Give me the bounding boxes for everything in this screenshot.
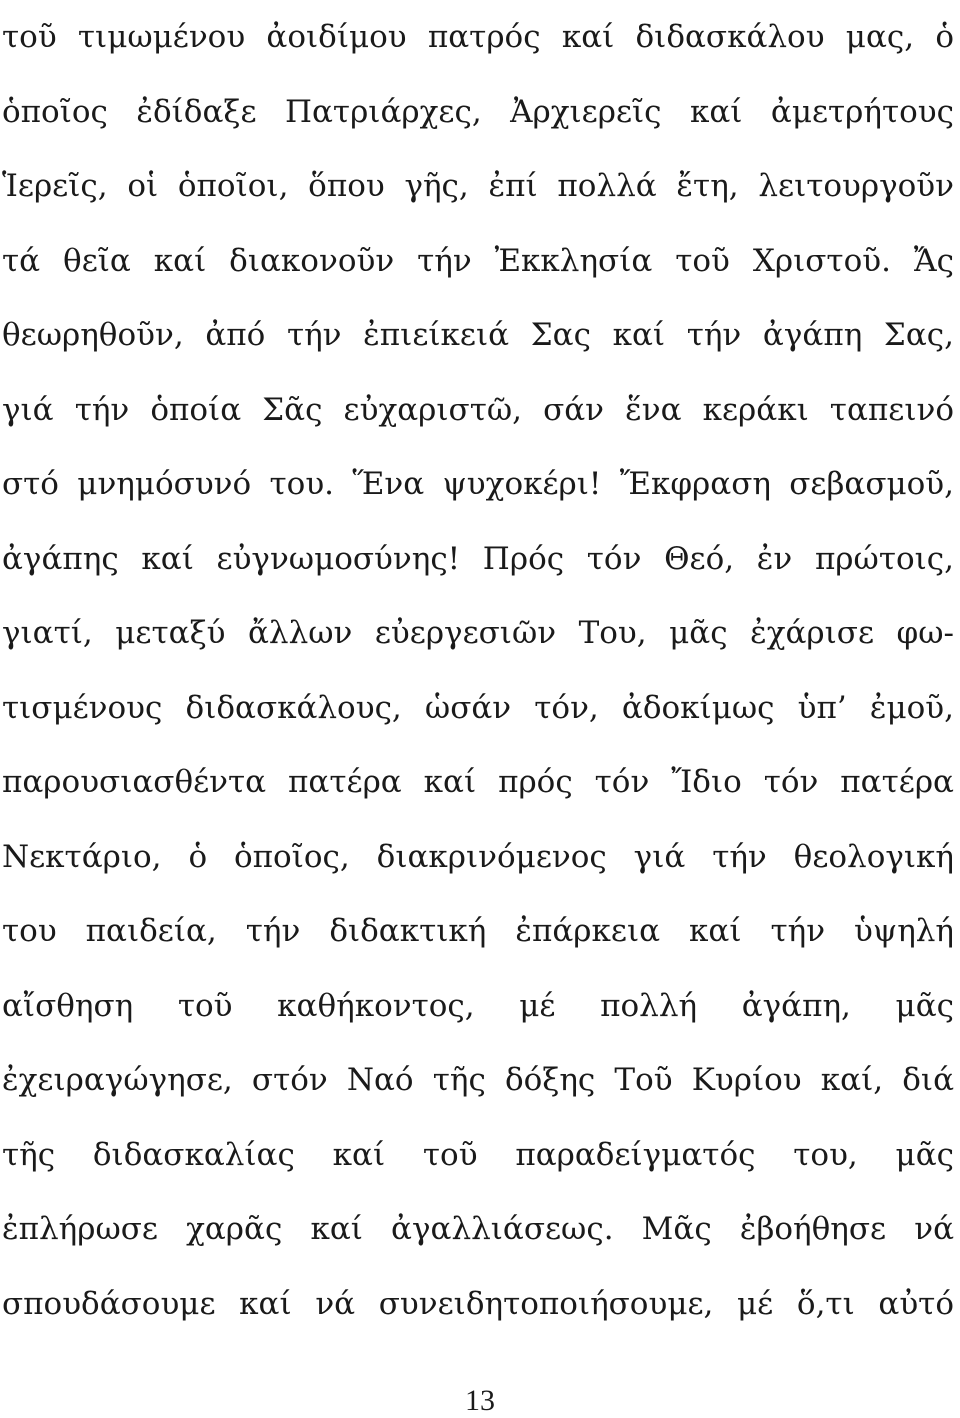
text-line: του παιδεία, τήν διδακτική ἐπάρκεια καί τήν ὑψηλή xyxy=(2,913,954,949)
text-line: παρουσιασθέντα πατέρα καί πρός τόν Ἴδιο τόν πατέρα xyxy=(2,764,954,800)
text-line: σπουδάσουμε καί νά συνειδητοποιήσουμε, μέ ὅ,τι αὐτό xyxy=(2,1285,954,1322)
page-number: 13 xyxy=(465,1384,495,1417)
text-line: ὁποῖος ἐδίδαξε Πατριάρχες, Ἀρχιερεῖς καί ἀμετρήτους xyxy=(2,93,954,130)
text-line: ἐχειραγώγησε, στόν Ναό τῆς δόξης Τοῦ Κυρίου καί, διά xyxy=(2,1062,954,1098)
text-line: τῆς διδασκαλίας καί τοῦ παραδείγματός του, μᾶς xyxy=(2,1136,954,1173)
text-line: Νεκτάριο, ὁ ὁποῖος, διακρινόμενος γιά τήν θεολογική xyxy=(2,838,954,875)
text-line: τοῦ τιμωμένου ἀοιδίμου πατρός καί διδασκάλου μας, ὁ xyxy=(2,19,954,55)
text-line: στό μνημόσυνό του. Ἕνα ψυχοκέρι! Ἔκφραση σεβασμοῦ, xyxy=(2,466,954,502)
text-line: γιατί, μεταξύ ἄλλων εὐεργεσιῶν Του, μᾶς ἐχάρισε φω- xyxy=(2,615,954,651)
text-line: τισμένους διδασκάλους, ὡσάν τόν, ἀδοκίμως ὑπ’ ἐμοῦ, xyxy=(2,689,954,726)
text-line: αἴσθηση τοῦ καθήκοντος, μέ πολλή ἀγάπη, μᾶς xyxy=(2,987,954,1024)
text-line: Ἱερεῖς, οἱ ὁποῖοι, ὅπου γῆς, ἐπί πολλά ἔτη, λειτουργοῦν xyxy=(2,168,954,204)
text-line: θεωρηθοῦν, ἀπό τήν ἐπιείκειά Σας καί τήν ἀγάπη Σας, xyxy=(2,317,954,353)
text-line: τά θεῖα καί διακονοῦν τήν Ἐκκλησία τοῦ Χριστοῦ. Ἄς xyxy=(2,242,954,279)
text-line: ἐπλήρωσε χαρᾶς καί ἀγαλλιάσεως. Μᾶς ἐβοήθησε νά xyxy=(2,1211,954,1247)
text-line: ἀγάπης καί εὐγνωμοσύνης! Πρός τόν Θεό, ἐν πρώτοις, xyxy=(2,540,954,577)
body-text xyxy=(2,0,954,1341)
text-line: γιά τήν ὁποία Σᾶς εὐχαριστῶ, σάν ἕνα κεράκι ταπεινό xyxy=(2,391,954,428)
